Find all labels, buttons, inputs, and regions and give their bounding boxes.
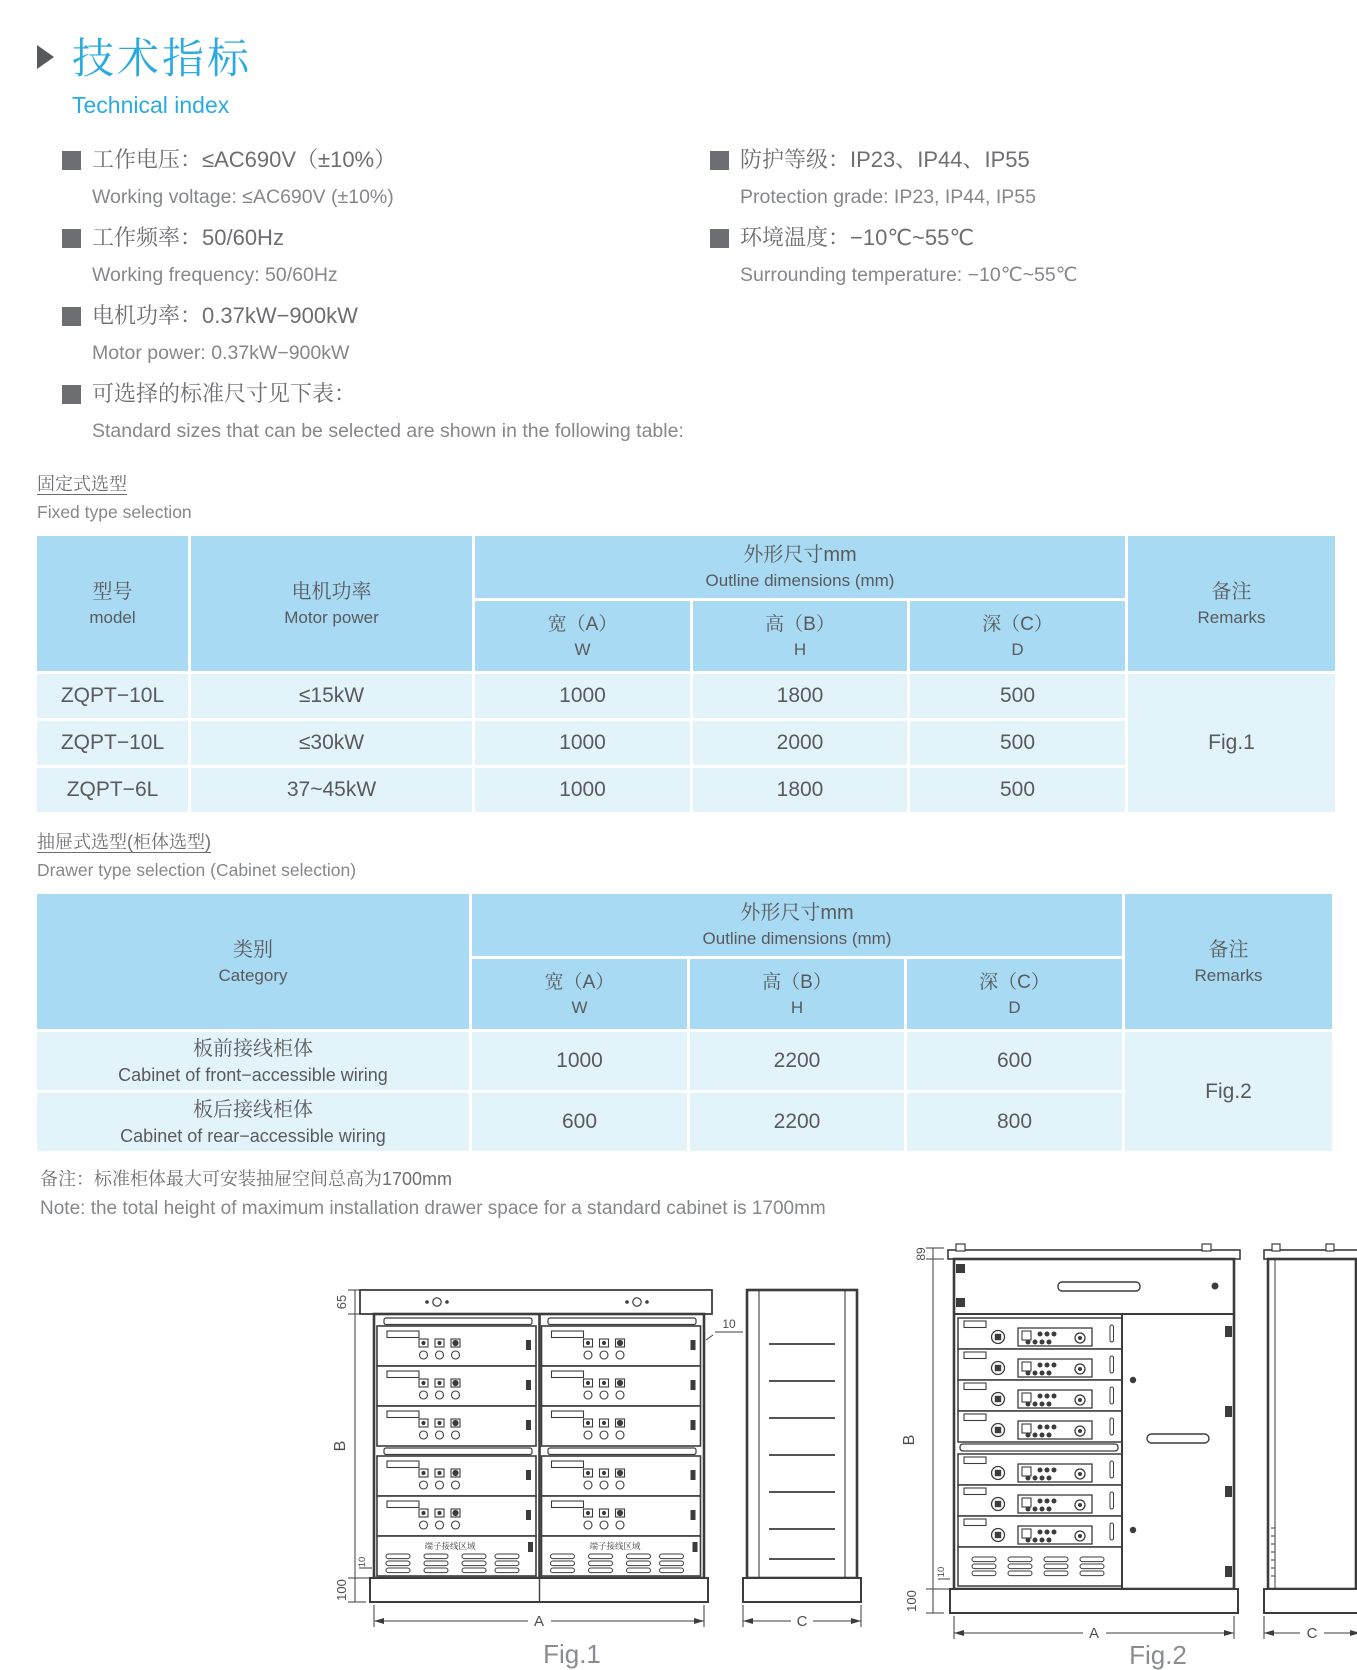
header-depth-zh: 深（C）: [979, 972, 1050, 993]
square-bullet-icon: [62, 229, 81, 248]
category-en: Cabinet of rear−accessible wiring: [120, 1125, 386, 1146]
section-title-en: Drawer type selection (Cabinet selection): [37, 860, 357, 880]
header-dims-zh: 外形尺寸mm: [743, 544, 857, 566]
fig2-vent-gap-label: 10: [936, 1566, 947, 1578]
fig2-caption: Fig.2: [1129, 1640, 1187, 1670]
depth-cell: 500: [910, 674, 1125, 718]
fixed-type-table: [34, 533, 1338, 815]
fig1-drawing: [332, 1264, 872, 1670]
col-header-remarks: [1128, 536, 1335, 671]
square-bullet-icon: [62, 385, 81, 404]
spec-line-zh: [62, 223, 710, 253]
depth-cell: 600: [907, 1032, 1122, 1090]
header-width-zh: 宽（A）: [547, 614, 618, 635]
spec-en-text: Motor power: 0.37kW−900kW: [92, 342, 350, 364]
col-header-depth: [907, 959, 1122, 1029]
spec-item: [62, 379, 710, 444]
fig2-cap-height-label: 89: [914, 1247, 928, 1261]
fig2-depth-label: C: [1306, 1625, 1318, 1642]
fig1-cap-height-label: 65: [334, 1294, 349, 1310]
table-row: [37, 1032, 1332, 1090]
header-width-zh: 宽（A）: [544, 972, 615, 993]
spec-column-left: [62, 145, 710, 457]
spec-en-text: Working frequency: 50/60Hz: [92, 264, 338, 286]
figure-2: [898, 1228, 1357, 1670]
fig1-width-label: A: [533, 1613, 545, 1630]
width-cell: 1000: [475, 768, 690, 812]
section-title-zh: 固定式选型: [37, 474, 127, 494]
fig1-side-view: [743, 1290, 861, 1602]
fig1-depth-label: C: [796, 1613, 808, 1630]
header-depth-zh: 深（C）: [982, 614, 1053, 635]
header-height-zh: 高（B）: [762, 972, 832, 993]
model-cell: ZQPT−6L: [37, 768, 188, 812]
col-header-height: [693, 601, 907, 671]
header-width-en: W: [574, 640, 591, 659]
header-height-en: H: [793, 640, 807, 659]
height-cell: 2200: [690, 1032, 904, 1090]
category-zh: 板前接线柜体: [193, 1037, 313, 1060]
power-cell: ≤30kW: [191, 721, 472, 765]
category-en: Cabinet of front−accessible wiring: [118, 1064, 388, 1085]
fig2-base-height-label: 100: [904, 1590, 919, 1612]
fixed-type-section-label: [37, 471, 1320, 525]
height-cell: 2000: [693, 721, 907, 765]
header-dims-en: Outline dimensions (mm): [702, 929, 892, 948]
header-model-zh: 型号: [92, 580, 133, 603]
page-title: 技术指标: [72, 35, 253, 82]
drawer-type-table: [34, 891, 1335, 1154]
fig1-terminal-area-label: 端子接线区域: [589, 1541, 641, 1551]
section-arrow-icon: [37, 45, 54, 69]
page-header: [37, 26, 1320, 86]
spec-zh-text: 可选择的标准尺寸见下表：: [92, 381, 357, 406]
col-header-depth: [910, 601, 1125, 671]
spec-item: [710, 223, 1320, 288]
spec-en-text: Protection grade: IP23, IP44, IP55: [740, 186, 1036, 208]
height-cell: 2200: [690, 1093, 904, 1151]
model-cell: ZQPT−10L: [37, 674, 188, 718]
fig1-base-height-label: 100: [334, 1579, 349, 1601]
header-remarks-zh: 备注: [1208, 938, 1249, 961]
fig2-width-label: A: [1088, 1625, 1100, 1642]
fig2-front-view: [948, 1244, 1240, 1613]
spec-line-zh: [710, 145, 1320, 175]
section-title-zh: 抽屉式选型(柜体选型): [37, 832, 211, 852]
remarks-cell: Fig.1: [1128, 674, 1335, 812]
square-bullet-icon: [62, 307, 81, 326]
spec-item: [710, 145, 1320, 210]
header-height-zh: 高（B）: [765, 614, 835, 635]
height-cell: 1800: [693, 674, 907, 718]
header-power-en: Motor power: [284, 607, 379, 627]
spec-line-zh: [62, 379, 710, 409]
table-note: [40, 1164, 1320, 1224]
spec-en-text: Standard sizes that can be selected are shown in the following table:: [92, 420, 684, 442]
figure-1: [332, 1264, 872, 1670]
remarks-cell: Fig.2: [1125, 1032, 1332, 1151]
square-bullet-icon: [710, 151, 729, 170]
header-model-en: model: [89, 607, 136, 627]
fig1-body-height-label: B: [332, 1440, 349, 1452]
width-cell: 600: [472, 1093, 687, 1151]
note-zh: 备注：标准柜体最大可安装抽屉空间总高为1700mm: [40, 1169, 453, 1189]
header-category-zh: 类别: [233, 938, 273, 961]
col-header-width: [475, 601, 690, 671]
header-depth-en: D: [1011, 640, 1024, 659]
header-remarks-en: Remarks: [1197, 607, 1266, 627]
spec-zh-text: 环境温度：−10℃~55℃: [740, 225, 975, 250]
spec-zh-text: 工作电压：≤AC690V（±10%）: [92, 147, 397, 172]
square-bullet-icon: [62, 151, 81, 170]
header-dims-zh: 外形尺寸mm: [740, 902, 854, 924]
spec-line-zh: [710, 223, 1320, 253]
col-header-category: [37, 894, 469, 1029]
square-bullet-icon: [710, 229, 729, 248]
power-cell: 37~45kW: [191, 768, 472, 812]
col-header-motor-power: [191, 536, 472, 671]
depth-cell: 500: [910, 721, 1125, 765]
spec-zh-text: 电机功率：0.37kW−900kW: [92, 303, 358, 328]
note-en: Note: the total height of maximum installation drawer space for a standard cabinet is 1700mm: [40, 1198, 826, 1219]
fig2-side-view: [1264, 1244, 1357, 1613]
spec-item: [62, 145, 710, 210]
category-zh: 板后接线柜体: [193, 1098, 313, 1121]
spec-zh-text: 防护等级：IP23、IP44、IP55: [740, 147, 1030, 172]
col-header-height: [690, 959, 904, 1029]
spec-line-zh: [62, 145, 710, 175]
fig1-caption: Fig.1: [543, 1639, 601, 1669]
drawer-type-section-label: [37, 829, 1320, 883]
fig1-top-offset-label: 10: [722, 1317, 736, 1331]
table-row: [37, 674, 1335, 718]
width-cell: 1000: [475, 674, 690, 718]
section-title-en: Fixed type selection: [37, 502, 192, 522]
depth-cell: 800: [907, 1093, 1122, 1151]
col-header-width: [472, 959, 687, 1029]
fig2-drawing: [898, 1228, 1357, 1670]
height-cell: 1800: [693, 768, 907, 812]
header-dims-en: Outline dimensions (mm): [705, 571, 895, 590]
category-cell: [37, 1032, 469, 1090]
spec-column-right: [710, 145, 1320, 457]
col-header-remarks: [1125, 894, 1332, 1029]
model-cell: ZQPT−10L: [37, 721, 188, 765]
width-cell: 1000: [472, 1032, 687, 1090]
header-height-en: H: [790, 998, 804, 1017]
col-header-outline-dimensions: [472, 894, 1122, 956]
spec-line-zh: [62, 301, 710, 331]
spec-zh-text: 工作频率：50/60Hz: [92, 225, 284, 250]
col-header-outline-dimensions: [475, 536, 1125, 598]
fig1-terminal-area-label: 端子接线区域: [424, 1541, 476, 1551]
spec-en-text: Surrounding temperature: −10℃~55℃: [740, 264, 1078, 286]
depth-cell: 500: [910, 768, 1125, 812]
header-category-en: Category: [218, 965, 288, 985]
fig1-vent-gap-label: 10: [357, 1556, 368, 1568]
figures-row: [332, 1228, 1320, 1670]
col-header-model: [37, 536, 188, 671]
spec-en-text: Working voltage: ≤AC690V (±10%): [92, 186, 394, 208]
width-cell: 1000: [475, 721, 690, 765]
spec-item: [62, 223, 710, 288]
header-remarks-zh: 备注: [1211, 580, 1252, 603]
header-width-en: W: [571, 998, 588, 1017]
header-depth-en: D: [1008, 998, 1021, 1017]
page-subtitle: Technical index: [72, 92, 230, 118]
fig2-body-height-label: B: [901, 1434, 918, 1446]
header-remarks-en: Remarks: [1194, 965, 1263, 985]
power-cell: ≤15kW: [191, 674, 472, 718]
category-cell: [37, 1093, 469, 1151]
spec-list: [62, 145, 1320, 457]
spec-item: [62, 301, 710, 366]
fig1-front-view: [360, 1290, 712, 1602]
header-power-zh: 电机功率: [291, 580, 372, 603]
